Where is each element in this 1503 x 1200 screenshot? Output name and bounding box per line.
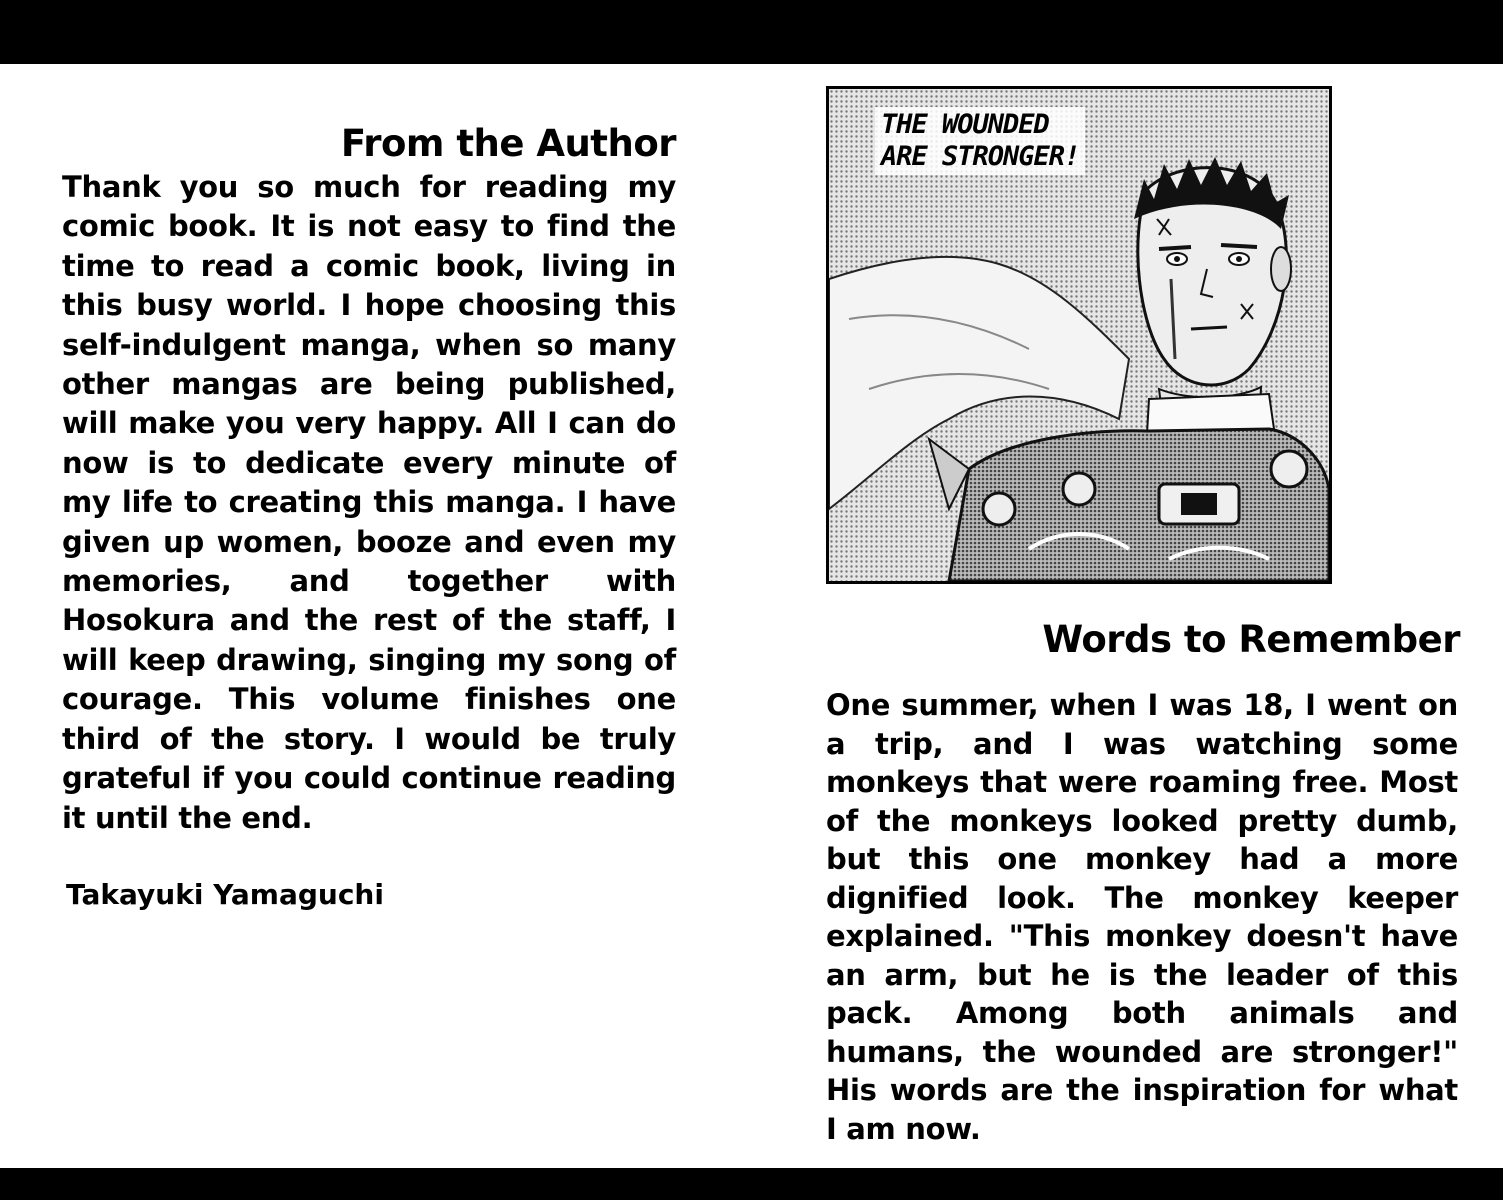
words-to-remember-heading: Words to Remember — [1042, 618, 1460, 661]
panel-caption-line1: THE WOUNDED — [881, 109, 1049, 140]
book-spread — [0, 64, 1503, 1168]
manga-panel-illustration — [826, 86, 1332, 584]
from-author-text: Thank you so much for reading my comic book. It is not easy to find the time to read a comic book, living in this busy world. I hope choosing this self-indulgent manga, when so many other mangas are being published, will make you very happy. All I can do now is to dedicate every minute of my life to creating this manga. I have given up women, booze and even my memories, and together with Hosokura and the rest of the staff, I will keep drawing, singing my song of courage. This volume finishes one third of the story. I would be truly grateful if you could continue reading it until the end. — [62, 170, 676, 835]
panel-caption-line2: ARE STRONGER! — [881, 141, 1080, 172]
panel-caption — [875, 107, 1085, 175]
words-to-remember-text: One summer, when I was 18, I went on a trip, and I was watching some monkeys that were roaming free. Most of the monkeys looked pretty dumb, but this one monkey had a more dignified look. The monkey keeper explained. "This monkey doesn't have an arm, but he is the leader of this pack. Among both animals and humans, the wounded are stronger!" His words are the inspiration for what I am now. — [826, 688, 1458, 1146]
from-author-heading: From the Author — [340, 122, 676, 165]
author-signature: Takayuki Yamaguchi — [66, 878, 384, 911]
